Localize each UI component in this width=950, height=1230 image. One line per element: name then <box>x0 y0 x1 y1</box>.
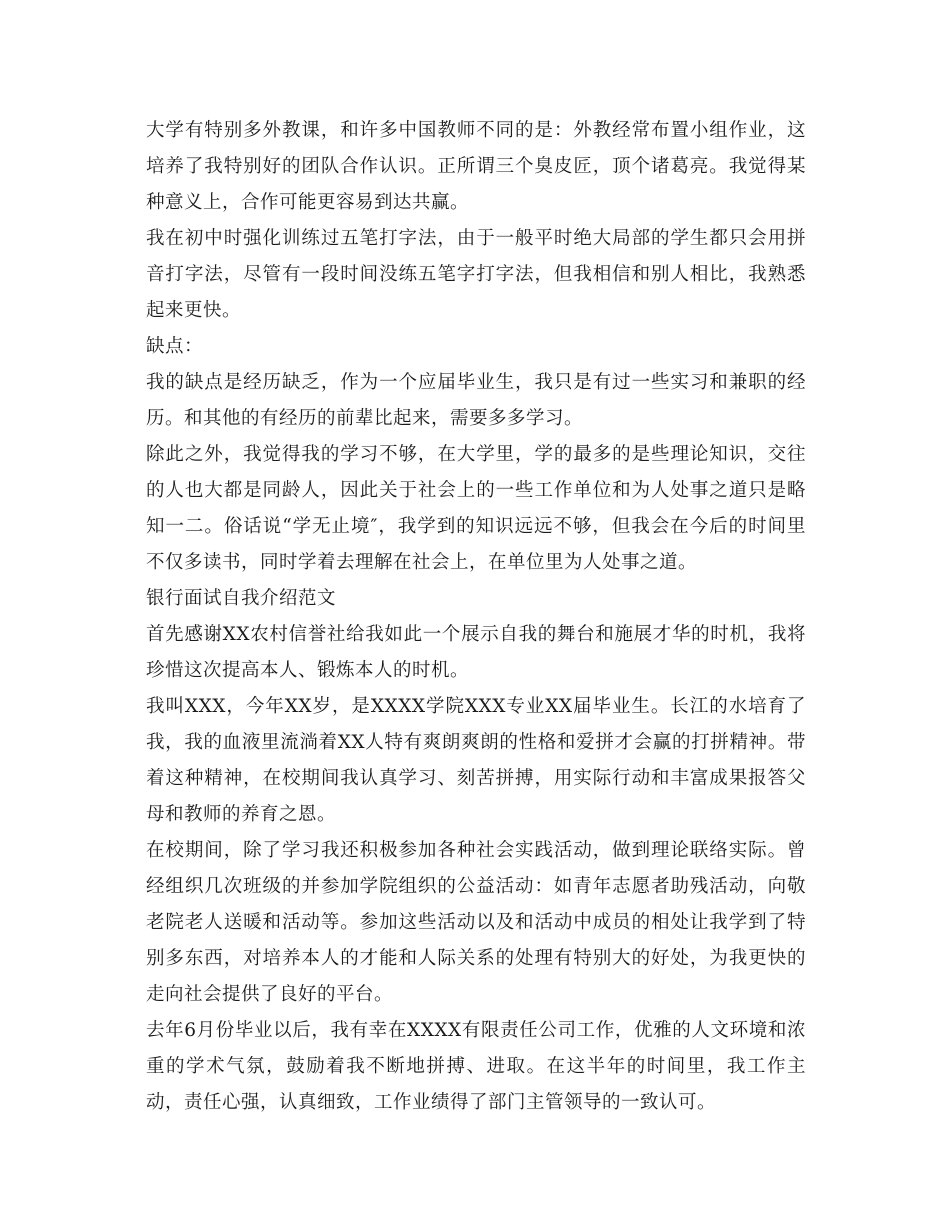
paragraph-thanks: 首先感谢XX农村信誉社给我如此一个展示自我的舞台和施展才华的时机，我将珍惜这次提高本人、锻炼本人的时机。 <box>146 624 806 681</box>
document-body <box>146 113 806 1121</box>
paragraph-typing-skill: 我在初中时强化训练过五笔打字法，由于一般平时绝大局部的学生都只会用拼音打字法，尽管有一段时间没练五笔字打字法，但我相信和别人相比，我熟悉起来更快。 <box>146 228 806 321</box>
paragraph-weakness-learning: 除此之外，我觉得我的学习不够，在大学里，学的最多的是些理论知识，交往的人也大都是同龄人，因此关于社会上的一些工作单位和为人处事之道只是略知一二。俗话说“学无止境″，我学到的知识远远不够，但我会在今后的时间里不仅多读书，同时学着去理解在社会上，在单位里为人处事之道。 <box>146 444 806 573</box>
section-heading-weakness: 缺点： <box>146 336 204 357</box>
paragraph-work-experience: 去年6月份毕业以后，我有幸在XXXX有限责任公司工作，优雅的人文环境和浓重的学术气氛，鼓励着我不断地拼搏、进取。在这半年的时间里，我工作主动，责任心强，认真细致，工作业绩得了部门主管领导的一致认可。 <box>146 1020 806 1113</box>
section-heading-bank-interview: 银行面试自我介绍范文 <box>146 588 337 609</box>
paragraph-campus-activities: 在校期间，除了学习我还积极参加各种社会实践活动，做到理论联络实际。曾经组织几次班级的并参加学院组织的公益活动：如青年志愿者助残活动，向敬老院老人送暖和活动等。参加这些活动以及和活动中成员的相处让我学到了特别多东西，对培养本人的才能和人际关系的处理有特别大的好处，为我更快的走向社会提供了良好的平台。 <box>146 840 806 1005</box>
paragraph-self-intro: 我叫XXX，今年XX岁，是XXXX学院XXX专业XX届毕业生。长江的水培育了我，我的血液里流淌着XX人特有爽朗爽朗的性格和爱拼才会赢的打拼精神。带着这种精神，在校期间我认真学习、刻苦拼搏，用实际行动和丰富成果报答父母和教师的养育之恩。 <box>146 696 806 825</box>
paragraph-teamwork: 大学有特别多外教课，和许多中国教师不同的是：外教经常布置小组作业，这培养了我特别好的团队合作认识。正所谓三个臭皮匠，顶个诸葛亮。我觉得某种意义上，合作可能更容易到达共赢。 <box>146 120 806 213</box>
paragraph-weakness-experience: 我的缺点是经历缺乏，作为一个应届毕业生，我只是有过一些实习和兼职的经历。和其他的有经历的前辈比起来，需要多多学习。 <box>146 372 806 429</box>
